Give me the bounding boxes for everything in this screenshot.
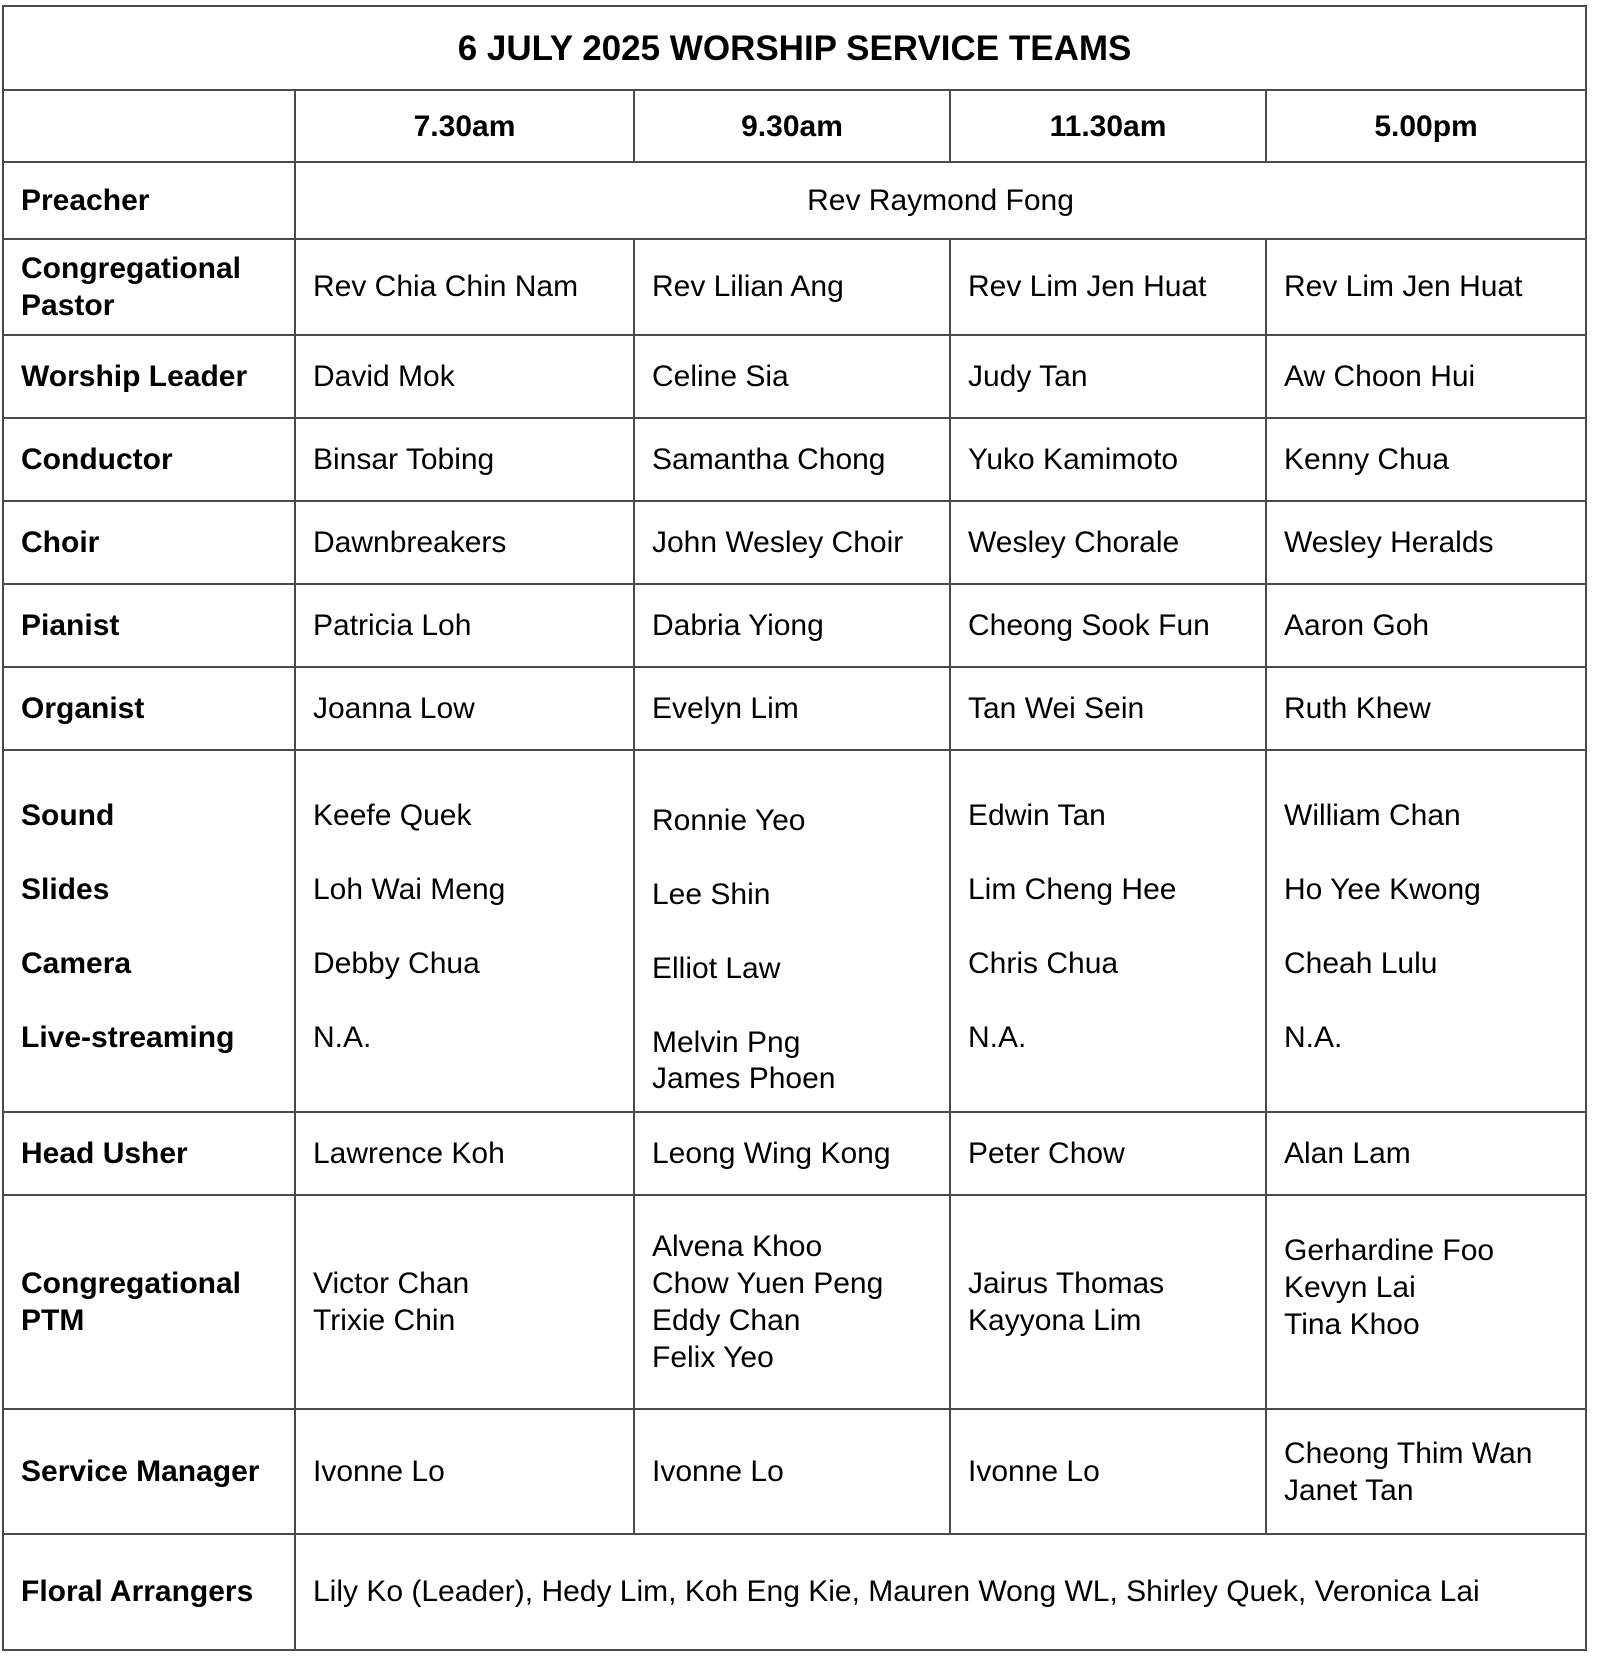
floral-arrangers-row [3, 1534, 1586, 1650]
ptm-1700-3: Tina Khoo [1284, 1307, 1420, 1341]
congregational-pastor-0930: Rev Lilian Ang [634, 239, 950, 334]
time-header-row [3, 90, 1586, 162]
time-header-1700: 5.00pm [1266, 90, 1586, 162]
service-manager-0730 [295, 1409, 634, 1533]
organist-1130: Tan Wei Sein [950, 667, 1266, 750]
head-usher-1700: Alan Lam [1266, 1112, 1586, 1195]
worship-leader-row [3, 335, 1586, 418]
service-manager-0930 [634, 1409, 950, 1533]
worship-roster-table [2, 5, 1587, 1651]
head-usher-0930: Leong Wing Kong [634, 1112, 950, 1195]
ptm-1130-2: Kayyona Lim [968, 1304, 1142, 1338]
camera-label: Camera [21, 947, 132, 981]
sound-0930: Ronnie Yeo [652, 803, 806, 837]
service-manager-1700 [1266, 1409, 1586, 1533]
ptm-0930-4: Felix Yeo [652, 1341, 774, 1375]
slides-0730: Loh Wai Meng [313, 873, 506, 907]
time-header-1130: 11.30am [950, 90, 1266, 162]
head-usher-label: Head Usher [3, 1112, 295, 1195]
pianist-label: Pianist [3, 584, 295, 667]
pianist-1700: Aaron Goh [1266, 584, 1586, 667]
slides-label: Slides [21, 873, 110, 907]
av-team-1700 [1266, 750, 1586, 1112]
congregational-pastor-label: Congregational Pastor [3, 239, 295, 334]
service-manager-1130 [950, 1409, 1266, 1533]
conductor-1700: Kenny Chua [1266, 418, 1586, 501]
organist-1700: Ruth Khew [1266, 667, 1586, 750]
sound-1700: William Chan [1284, 799, 1461, 833]
service-manager-0730-1: Ivonne Lo [313, 1455, 445, 1489]
conductor-0730: Binsar Tobing [295, 418, 634, 501]
choir-0730: Dawnbreakers [295, 501, 634, 584]
organist-0730: Joanna Low [295, 667, 634, 750]
ptm-0930-3: Eddy Chan [652, 1304, 801, 1338]
live-streaming-1700: N.A. [1284, 1021, 1343, 1055]
live-streaming-1130: N.A. [968, 1021, 1027, 1055]
congregational-ptm-1130 [950, 1195, 1266, 1409]
worship-leader-0930: Celine Sia [634, 335, 950, 418]
worship-leader-1700: Aw Choon Hui [1266, 335, 1586, 418]
service-manager-1130-1: Ivonne Lo [968, 1455, 1100, 1489]
preacher-row [3, 162, 1586, 239]
ptm-0930-2: Chow Yuen Peng [652, 1267, 884, 1301]
pianist-0930: Dabria Yiong [634, 584, 950, 667]
time-header-0730: 7.30am [295, 90, 634, 162]
preacher-name: Rev Raymond Fong [295, 162, 1586, 239]
pianist-0730: Patricia Loh [295, 584, 634, 667]
floral-arrangers-label: Floral Arrangers [3, 1534, 295, 1650]
live-streaming-label: Live-streaming [21, 1021, 235, 1055]
slides-1700: Ho Yee Kwong [1284, 873, 1481, 907]
ptm-1130-1: Jairus Thomas [968, 1267, 1165, 1301]
organist-0930: Evelyn Lim [634, 667, 950, 750]
head-usher-1130: Peter Chow [950, 1112, 1266, 1195]
conductor-label: Conductor [3, 418, 295, 501]
head-usher-row [3, 1112, 1586, 1195]
service-manager-1700-1: Cheong Thim Wan [1284, 1436, 1533, 1470]
title-row [3, 6, 1586, 90]
organist-label: Organist [3, 667, 295, 750]
congregational-pastor-1130: Rev Lim Jen Huat [950, 239, 1266, 334]
av-team-0930 [634, 750, 950, 1112]
live-streaming-0930-a: Melvin Png [652, 1025, 801, 1059]
av-role-labels [3, 750, 295, 1112]
conductor-1130: Yuko Kamimoto [950, 418, 1266, 501]
ptm-0730-2: Trixie Chin [313, 1304, 456, 1338]
slides-0930: Lee Shin [652, 877, 771, 911]
service-manager-0930-1: Ivonne Lo [652, 1455, 784, 1489]
congregational-pastor-1700: Rev Lim Jen Huat [1266, 239, 1586, 334]
live-streaming-0930-b: James Phoen [652, 1061, 836, 1095]
sound-1130: Edwin Tan [968, 799, 1106, 833]
slides-1130: Lim Cheng Hee [968, 873, 1177, 907]
choir-row [3, 501, 1586, 584]
av-team-0730 [295, 750, 634, 1112]
service-manager-1700-2: Janet Tan [1284, 1473, 1414, 1507]
congregational-pastor-row [3, 239, 1586, 334]
conductor-0930: Samantha Chong [634, 418, 950, 501]
congregational-ptm-label: Congregational PTM [3, 1195, 295, 1409]
camera-1700: Cheah Lulu [1284, 947, 1438, 981]
sound-label: Sound [21, 799, 115, 833]
congregational-ptm-0730 [295, 1195, 634, 1409]
service-manager-row [3, 1409, 1586, 1533]
ptm-0730-1: Victor Chan [313, 1267, 470, 1301]
choir-1700: Wesley Heralds [1266, 501, 1586, 584]
camera-0730: Debby Chua [313, 947, 480, 981]
camera-0930: Elliot Law [652, 951, 781, 985]
choir-label: Choir [3, 501, 295, 584]
service-manager-label: Service Manager [3, 1409, 295, 1533]
av-team-row [3, 750, 1586, 1112]
preacher-label: Preacher [3, 162, 295, 239]
organist-row [3, 667, 1586, 750]
congregational-ptm-1700 [1266, 1195, 1586, 1409]
pianist-row [3, 584, 1586, 667]
worship-leader-0730: David Mok [295, 335, 634, 418]
ptm-1700-1: Gerhardine Foo [1284, 1233, 1495, 1267]
time-header-0930: 9.30am [634, 90, 950, 162]
pianist-1130: Cheong Sook Fun [950, 584, 1266, 667]
ptm-0930-1: Alvena Khoo [652, 1230, 823, 1264]
corner-cell [3, 90, 295, 162]
sound-0730: Keefe Quek [313, 799, 472, 833]
choir-1130: Wesley Chorale [950, 501, 1266, 584]
worship-leader-1130: Judy Tan [950, 335, 1266, 418]
conductor-row [3, 418, 1586, 501]
congregational-ptm-0930 [634, 1195, 950, 1409]
worship-leader-label: Worship Leader [3, 335, 295, 418]
av-team-1130 [950, 750, 1266, 1112]
congregational-ptm-row [3, 1195, 1586, 1409]
choir-0930: John Wesley Choir [634, 501, 950, 584]
live-streaming-0730: N.A. [313, 1021, 372, 1055]
roster-title: 6 JULY 2025 WORSHIP SERVICE TEAMS [3, 6, 1586, 90]
camera-1130: Chris Chua [968, 947, 1119, 981]
head-usher-0730: Lawrence Koh [295, 1112, 634, 1195]
congregational-pastor-0730: Rev Chia Chin Nam [295, 239, 634, 334]
floral-arrangers-names: Lily Ko (Leader), Hedy Lim, Koh Eng Kie, Mauren Wong WL, Shirley Quek, Veronica Lai [295, 1534, 1586, 1650]
ptm-1700-2: Kevyn Lai [1284, 1270, 1416, 1304]
